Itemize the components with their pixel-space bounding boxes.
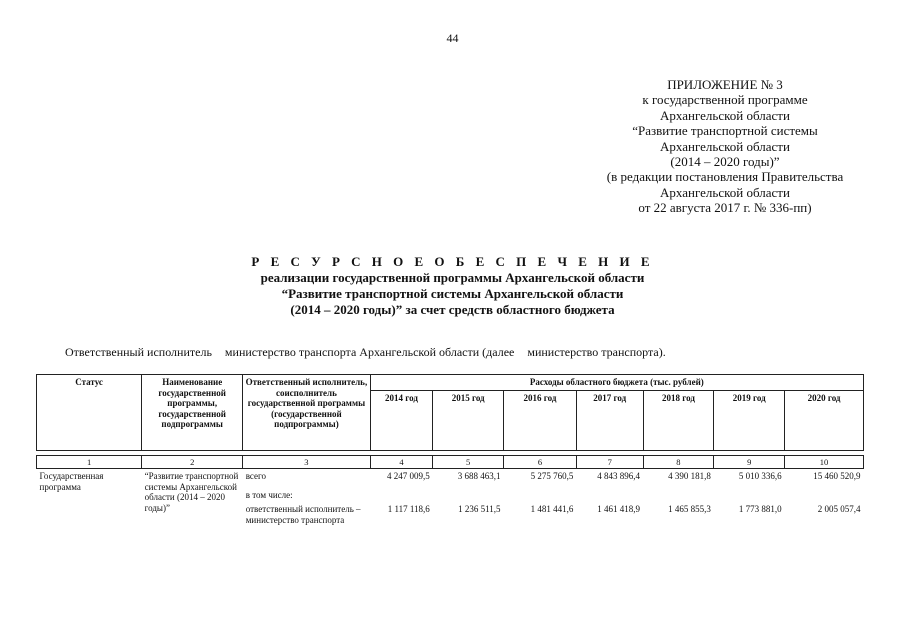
column-number: 2 — [142, 455, 243, 469]
appendix-line: (в редакции постановления Правительства — [606, 169, 844, 185]
column-number: 9 — [714, 455, 785, 469]
header-year: 2014 год — [370, 390, 433, 450]
appendix-line: ПРИЛОЖЕНИЕ № 3 — [667, 77, 783, 92]
header-executor: Ответственный исполнитель, соисполнитель государственной программы (государственной подпрограммы) — [243, 375, 370, 451]
header-year: 2020 год — [785, 390, 864, 450]
column-number: 1 — [37, 455, 142, 469]
column-number: 7 — [576, 455, 643, 469]
header-year: 2016 год — [504, 390, 577, 450]
row-executor: в том числе: — [245, 489, 293, 500]
header-name: Наименование государственной программы, государственной подпрограммы — [142, 375, 243, 451]
row-value: 1 481 441,6 — [530, 504, 574, 514]
column-number: 8 — [643, 455, 714, 469]
appendix-block — [560, 77, 890, 216]
row-value — [785, 484, 864, 503]
row-value: 1 461 418,9 — [597, 504, 641, 514]
row-value: 2 005 057,4 — [817, 504, 861, 514]
header-year: 2017 год — [576, 390, 643, 450]
appendix-line: (2014 – 2020 годы)” — [670, 154, 780, 170]
appendix-line: Архангельской области — [660, 184, 790, 200]
row-value: 5 010 336,6 — [738, 471, 782, 481]
row-value: 1 773 881,0 — [738, 504, 782, 514]
executor-value: министерство транспорта Архангельской области (далее — [224, 345, 515, 359]
appendix-line: “Развитие транспортной системы — [632, 123, 818, 139]
title-line: “Развитие транспортной системы Архангельской области — [281, 286, 624, 301]
appendix-line: Архангельской области — [660, 107, 790, 123]
row-value: 4 247 009,5 — [387, 471, 430, 481]
appendix-line: Архангельской области — [660, 138, 790, 154]
row-value: 4 390 181,8 — [668, 471, 711, 481]
column-number: 4 — [370, 455, 433, 469]
header-expenses: Расходы областного бюджета (тыс. рублей) — [370, 375, 863, 391]
row-program-name: “Развитие транспортной системы Архангельской области (2014 – 2020 годы)” — [144, 471, 239, 513]
responsible-executor — [65, 345, 885, 360]
row-value: 1 465 855,3 — [668, 504, 711, 514]
document-title — [150, 254, 755, 318]
table-row — [37, 469, 864, 484]
header-year: 2019 год — [714, 390, 785, 450]
budget-table — [36, 374, 864, 527]
header-status: Статус — [37, 375, 142, 451]
executor-tail: министерство транспорта). — [527, 345, 666, 359]
row-value: 4 843 896,4 — [597, 471, 641, 481]
column-number: 5 — [433, 455, 504, 469]
title-heading: Р Е С У Р С Н О Е О Б Е С П Е Ч Е Н И Е — [251, 254, 654, 269]
row-value — [433, 484, 504, 503]
row-executor: всего — [245, 471, 266, 481]
row-value — [576, 484, 643, 503]
appendix-line: от 22 августа 2017 г. № 336-пп) — [638, 200, 812, 216]
row-value: 15 460 520,9 — [813, 471, 861, 481]
row-executor: ответственный исполнитель – министерство транспорта — [245, 504, 361, 525]
executor-label: Ответственный исполнитель — [65, 345, 212, 359]
column-number: 10 — [785, 455, 864, 469]
row-value — [504, 484, 577, 503]
title-line: (2014 – 2020 годы)” за счет средств областного бюджета — [290, 302, 615, 317]
page-number: 44 — [446, 31, 459, 45]
row-value: 5 275 760,5 — [530, 471, 574, 481]
row-value — [643, 484, 714, 503]
row-value — [370, 484, 433, 503]
row-value: 1 117 118,6 — [387, 504, 430, 514]
header-year: 2015 год — [433, 390, 504, 450]
title-line: реализации государственной программы Архангельской области — [260, 270, 645, 285]
column-number: 3 — [243, 455, 370, 469]
row-value: 1 236 511,5 — [458, 504, 501, 514]
row-value: 3 688 463,1 — [457, 471, 501, 481]
column-number: 6 — [504, 455, 577, 469]
header-year: 2018 год — [643, 390, 714, 450]
appendix-line: к государственной программе — [642, 92, 808, 108]
row-value — [714, 484, 785, 503]
row-status: Государственная программа — [39, 471, 104, 492]
